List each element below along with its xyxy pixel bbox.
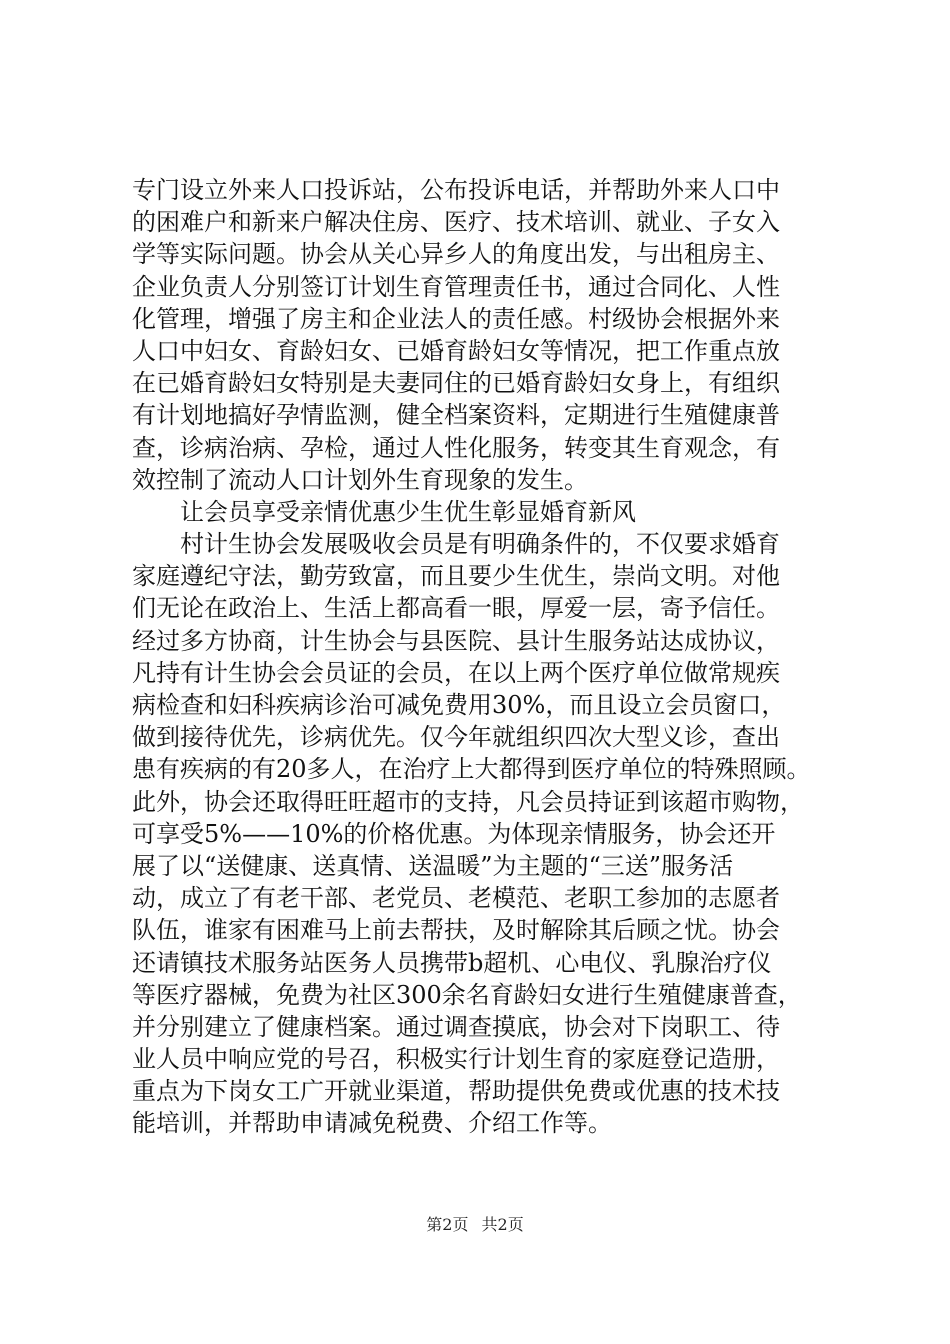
text-line: 并分别建立了健康档案。通过调查摸底，协会对下岗职工、待	[132, 1012, 780, 1041]
text-line: 专门设立外来人口投诉站，公布投诉电话，并帮助外来人口中	[132, 176, 780, 204]
text-line: 化管理，增强了房主和企业法人的责任感。村级协会根据外来	[132, 304, 780, 333]
text-line: 病检查和妇科疾病诊治可减免费用30%，而且设立会员窗口，	[132, 691, 786, 719]
text-line: 做到接待优先，诊病优先。仅今年就组织四次大型义诊，查出	[132, 723, 780, 752]
body-text	[132, 174, 852, 1140]
text-line: 等医疗器械，免费为社区300余名育龄妇女进行生殖健康普查，	[132, 980, 802, 1009]
text-line: 在已婚育龄妇女特别是夫妻同住的已婚育龄妇女身上，有组织	[132, 369, 780, 398]
text-line: 学等实际问题。协会从关心异乡人的角度出发，与出租房主、	[132, 240, 780, 269]
text-line: 队伍，谁家有困难马上前去帮扶，及时解除其后顾之忧。协会	[132, 916, 780, 945]
text-line: 查，诊病治病、孕检，通过人性化服务，转变其生育观念，有	[132, 433, 780, 462]
text-line: 动，成立了有老干部、老党员、老模范、老职工参加的志愿者	[132, 884, 780, 913]
text-line: 村计生协会发展吸收会员是有明确条件的，不仅要求婚育	[180, 530, 780, 559]
text-line: 的困难户和新来户解决住房、医疗、技术培训、就业、子女入	[132, 208, 780, 237]
text-line: 们无论在政治上、生活上都高看一眼，厚爱一层，寄予信任。	[132, 594, 780, 623]
text-line: 患有疾病的有20多人，在治疗上大都得到医疗单位的特殊照顾。	[132, 755, 811, 784]
text-line: 效控制了流动人口计划外生育现象的发生。	[132, 465, 588, 494]
text-line: 还请镇技术服务站医务人员携带b超机、心电仪、乳腺治疗仪	[132, 948, 772, 977]
text-line: 重点为下岗女工广开就业渠道，帮助提供免费或优惠的技术技	[132, 1077, 780, 1106]
text-line: 人口中妇女、育龄妇女、已婚育龄妇女等情况，把工作重点放	[132, 336, 780, 365]
text-line: 此外，协会还取得旺旺超市的支持，凡会员持证到该超市购物，	[132, 787, 804, 816]
page-total: 共2页	[481, 1215, 524, 1234]
page-number: 第2页	[426, 1215, 469, 1234]
text-line: 凡持有计生协会会员证的会员，在以上两个医疗单位做常规疾	[132, 658, 780, 687]
text-line: 家庭遵纪守法，勤劳致富，而且要少生优生，崇尚文明。对他	[132, 562, 780, 591]
text-line: 经过多方协商，计生协会与县医院、县计生服务站达成协议，	[132, 626, 780, 655]
text-line: 展了以“送健康、送真情、送温暖”为主题的“三送”服务活	[132, 851, 734, 880]
text-line: 企业负责人分别签订计划生育管理责任书，通过合同化、人性	[132, 272, 780, 301]
page-footer	[0, 1212, 950, 1235]
section-heading: 让会员享受亲情优惠少生优生彰显婚育新风	[180, 497, 636, 526]
text-line: 业人员中响应党的号召，积极实行计划生育的家庭登记造册，	[132, 1045, 780, 1074]
text-line: 可享受5%——10%的价格优惠。为体现亲情服务，协会还开	[132, 819, 776, 848]
text-line: 有计划地搞好孕情监测，健全档案资料，定期进行生殖健康普	[132, 401, 780, 430]
text-line: 能培训，并帮助申请减免税费、介绍工作等。	[132, 1109, 612, 1138]
